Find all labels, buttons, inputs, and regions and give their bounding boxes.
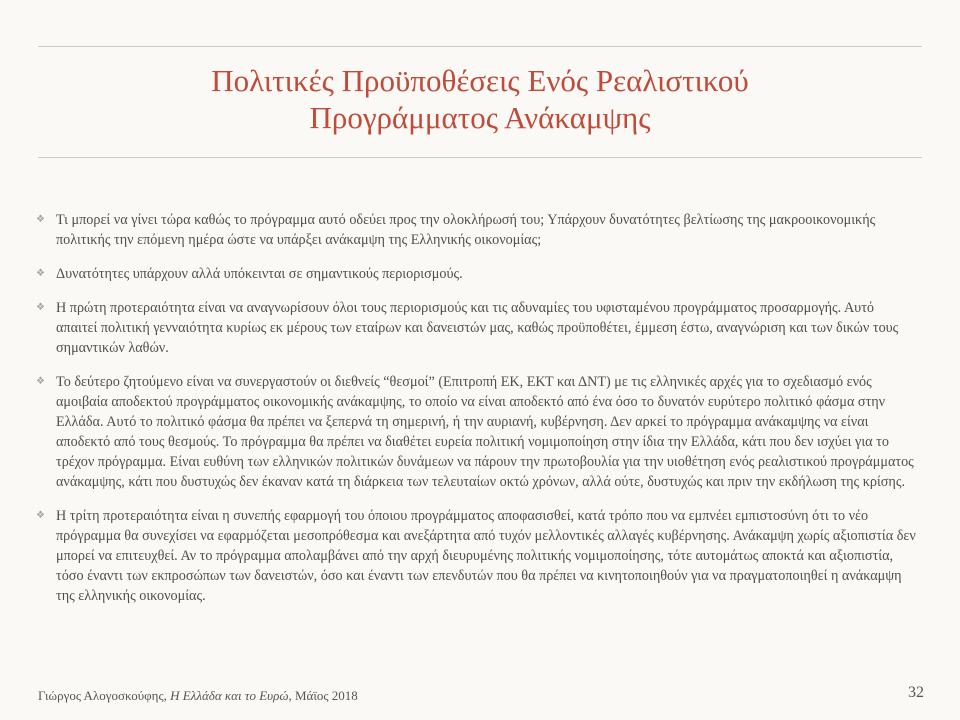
diamond-bullet-icon: ❖ [36,302,45,313]
diamond-bullet-icon: ❖ [36,214,45,225]
bullet-text: Η τρίτη προτεραιότητα είναι η συνεπής εφαρμογή του όποιου προγράμματος αποφασισθεί, κατά τρόπο που να εμπνέει εμπιστοσύνη ότι το νέο πρόγραμμα θα συνεχίσει να εφαρμόζεται μεσοπρόθεσμα και ανεξάρτητα από τυχόν μελλοντικές αλλαγές κυβέρνησης. Ανάκαμψη χωρίς αξιοπιστία δεν μπορεί να επιτευχθεί. Αν το πρόγραμμα απολαμβάνει από την αρχή διευρυμένης πολιτικής νομιμοποίησης, τότε αυτομάτως αποκτά και αξιοπιστία, τόσο έναντι των εκπροσώπων των δανειστών, όσο και έναντι των επενδυτών που θα πρέπει να κινητοποιηθούν για να πραγματοποιηθεί η ανάκαμψη της ελληνικής οικονομίας. [56,508,916,604]
bullet-item [36,210,916,250]
bullet-text: Δυνατότητες υπάρχουν αλλά υπόκεινται σε σημαντικούς περιορισμούς. [56,266,463,282]
slide-title-line-1: Πολιτικές Προϋποθέσεις Ενός Ρεαλιστικού [211,63,749,98]
bullet-item [36,506,916,606]
footer-author: Γιώργος Αλογοσκούφης, [38,688,167,703]
diamond-bullet-icon: ❖ [36,510,45,521]
footer-date: , Μάϊος 2018 [288,688,358,703]
slide-title-line-2: Προγράμματος Ανάκαμψης [309,100,651,135]
bullet-text: Η πρώτη προτεραιότητα είναι να αναγνωρίσουν όλοι τους περιορισμούς και τις αδυναμίες του υφισταμένου προγράμματος προσαρμογής. Αυτό απαιτεί πολιτική γενναιότητα κυρίως εκ μέρους των εταίρων και δανειστών μας, καθώς προϋποθέτει, έμμεση έστω, αναγνώριση και των δικών τους σημαντικών λαθών. [56,300,899,356]
page-number: 32 [908,684,924,701]
bullet-text: Τι μπορεί να γίνει τώρα καθώς το πρόγραμμα αυτό οδεύει προς την ολοκλήρωσή του; Υπάρχουν δυνατότητες βελτίωσης της μακροοικονομικής πολιτικής την επόμενη ημέρα ώστε να υπάρξει ανάκαμψη της Ελληνικής οικονομίας; [56,212,876,248]
slide-title [38,62,922,136]
title-divider [38,157,922,158]
top-divider [38,46,922,47]
bullet-list [36,210,916,620]
bullet-text: Το δεύτερο ζητούμενο είναι να συνεργαστούν οι διεθνείς “θεσμοί” (Επιτροπή ΕΚ, ΕΚΤ και ΔΝΤ) με τις ελληνικές αρχές για το σχεδιασμό ενός αμοιβαία αποδεκτού προγράμματος οικονομικής ανάκαμψης, το οποίο να είναι αποδεκτό από ένα όσο το δυνατόν ευρύτερο πολιτικό φάσμα στην Ελλάδα. Αυτό το πολιτικό φάσμα θα πρέπει να ξεπερνά τη σημερινή, ή την αυριανή, κυβέρνηση. Δεν αρκεί το πρόγραμμα ανάκαμψης να είναι αποδεκτό από τους θεσμούς. Το πρόγραμμα θα πρέπει να διαθέτει ευρεία πολιτική νομιμοποίηση στην ίδια την Ελλάδα, κάτι που δεν ισχύει για το τρέχον πρόγραμμα. Είναι ευθύνη των ελληνικών πολιτικών δυνάμεων να πάρουν την πρωτοβουλία για την υιοθέτηση ενός ρεαλιστικού προγράμματος ανάκαμψης, κάτι που δυστυχώς δεν έκαναν κατά τη διάρκεια των τελευταίων οκτώ χρόνων, αλλά ούτε, δυστυχώς και πριν την εκδήλωση της κρίσης. [56,374,914,490]
diamond-bullet-icon: ❖ [36,376,45,387]
bullet-item [36,372,916,492]
diamond-bullet-icon: ❖ [36,268,45,279]
bullet-item [36,264,916,284]
bullet-item [36,298,916,358]
footer-citation [38,688,358,704]
footer-book-title: Η Ελλάδα και το Ευρώ [170,688,289,703]
